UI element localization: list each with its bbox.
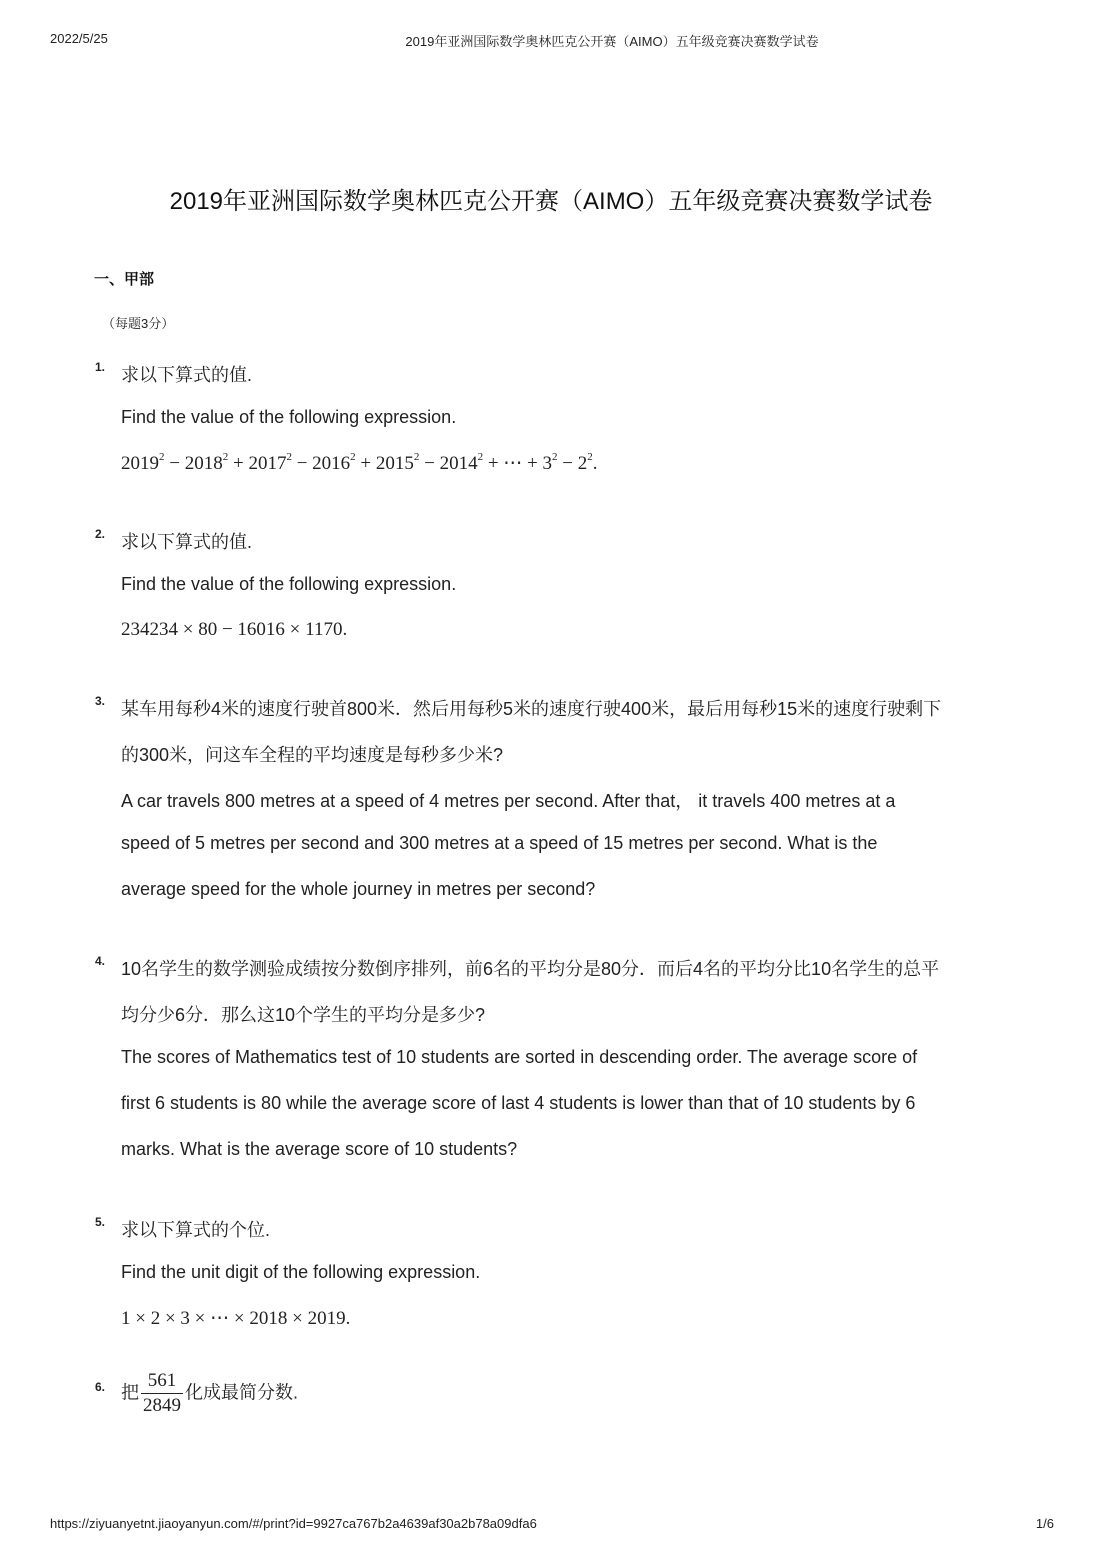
question-text-zh: 求以下算式的值. (121, 532, 253, 552)
expression-base: 2 (577, 453, 588, 474)
fraction-numerator: 561 (141, 1370, 183, 1394)
question-number: 3. (95, 694, 106, 708)
section-heading: 一、甲部 (94, 271, 155, 288)
question-text-en-line-2: speed of 5 metres per second and 300 metres at a speed of 15 metres per second. What is the (121, 833, 878, 853)
question-text-zh: 求以下算式的个位. (121, 1220, 271, 1240)
question-text-zh-line-1: 10名学生的数学测验成绩按分数倒序排列，前6名的平均分是80分．而后4名的平均分比10名学生的总平 (121, 959, 940, 979)
question-expression (121, 452, 598, 475)
expression-operator: − (291, 453, 313, 474)
expression-exponent: 2 (222, 451, 229, 463)
expression-operator: + (355, 453, 376, 474)
expression-operator: . (592, 453, 598, 474)
question-text-en-line-1: A car travels 800 metres at a speed of 4 metres per second. After that， it travels 400 metres at a (121, 791, 896, 811)
page-title: 2019年亚洲国际数学奥林匹克公开赛（AIMO）五年级竞赛决赛数学试卷 (169, 188, 933, 215)
question-number: 1. (95, 360, 106, 374)
question-number: 2. (95, 527, 106, 541)
fraction-denominator: 2849 (143, 1395, 181, 1416)
fraction (141, 1370, 183, 1417)
question-text-en-line-3: average speed for the whole journey in metres per second? (121, 879, 596, 899)
expression-exponent: 2 (552, 451, 558, 463)
expression-base: 2014 (439, 453, 478, 474)
question-expression: 234234 × 80 − 16016 × 1170. (121, 619, 348, 640)
question-text-zh-line-2: 均分少6分．那么这10个学生的平均分是多少? (121, 1005, 486, 1025)
expression-operator: + (228, 453, 249, 474)
question-number: 5. (95, 1215, 106, 1229)
question-suffix: 化成最简分数. (185, 1382, 299, 1403)
print-header-title: 2019年亚洲国际数学奥林匹克公开赛（AIMO）五年级竞赛决赛数学试卷 (405, 34, 819, 49)
question-number: 6. (95, 1380, 106, 1394)
expression-exponent: 2 (159, 451, 165, 463)
expression-operator: − (419, 453, 440, 474)
expression-exponent: 2 (587, 451, 593, 463)
expression-exponent: 2 (350, 451, 356, 463)
expression-operator: + ⋯ + (483, 453, 543, 474)
question-text-zh-line-2: 的300米，问这车全程的平均速度是每秒多少米? (121, 745, 504, 765)
question-prefix: 把 (121, 1382, 139, 1403)
question-text-zh-line-1: 某车用每秒4米的速度行驶首800米．然后用每秒5米的速度行驶400米，最后用每秒15米的速度行驶剩下 (121, 699, 942, 719)
question-text-zh: 求以下算式的值. (121, 365, 253, 385)
expression-base: 2015 (375, 453, 414, 474)
question-text-en: Find the unit digit of the following expression. (121, 1262, 481, 1282)
expression-operator: − (164, 453, 185, 474)
print-url: https://ziyuanyetnt.jiaoyanyun.com/#/print?id=9927ca767b2a4639af30a2b78a09dfa6 (50, 1516, 537, 1531)
expression-base: 2019 (121, 453, 159, 474)
expression-base: 2018 (184, 453, 223, 474)
question-text-en-line-3: marks. What is the average score of 10 students? (121, 1139, 518, 1159)
expression-exponent: 2 (413, 451, 420, 463)
expression-exponent: 2 (286, 451, 292, 463)
page-number: 1/6 (1035, 1516, 1054, 1531)
question-text-en: Find the value of the following expression. (121, 574, 457, 594)
question-text (121, 1370, 298, 1417)
question-expression: 1 × 2 × 3 × ⋯ × 2018 × 2019. (121, 1308, 351, 1329)
question-text-en-line-1: The scores of Mathematics test of 10 students are sorted in descending order. The average score of (121, 1047, 918, 1067)
question-text-en: Find the value of the following expression. (121, 407, 457, 427)
score-note: （每题3分） (102, 316, 175, 331)
expression-base: 2017 (248, 453, 287, 474)
expression-base: 2016 (312, 453, 351, 474)
print-date: 2022/5/25 (50, 31, 108, 46)
expression-exponent: 2 (477, 451, 484, 463)
question-number: 4. (95, 954, 106, 968)
expression-operator: − (557, 453, 578, 474)
expression-base: 3 (542, 453, 553, 474)
question-text-en-line-2: first 6 students is 80 while the average score of last 4 students is lower than that of 10 students by 6 (121, 1093, 916, 1113)
